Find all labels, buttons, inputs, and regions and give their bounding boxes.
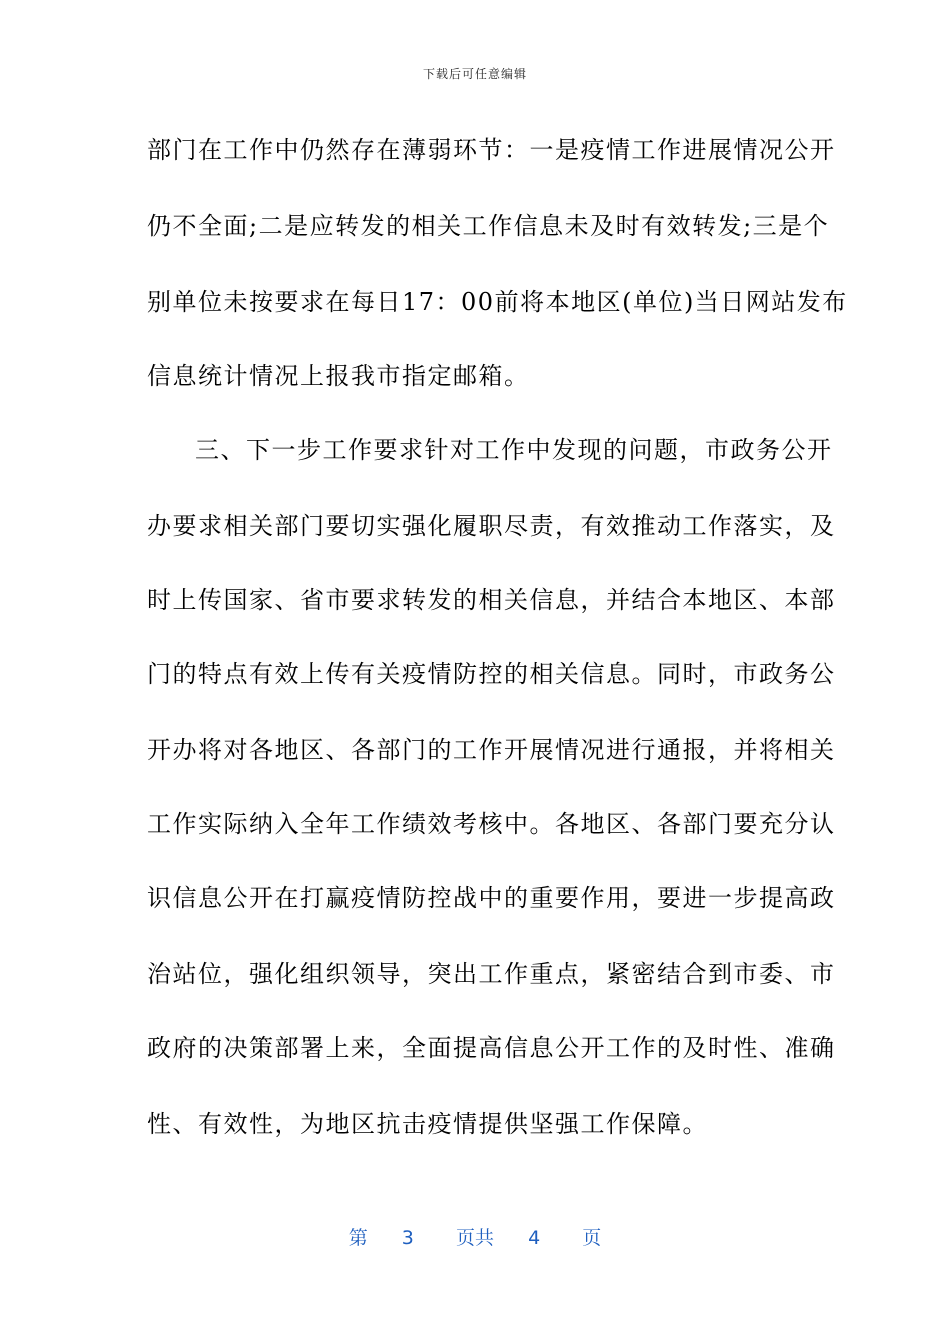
paragraph-line: 信息统计情况上报我市指定邮箱。 — [147, 362, 530, 390]
paragraph-line: 性、有效性，为地区抗击疫情提供坚强工作保障。 — [147, 1110, 708, 1138]
current-page-number: 3 — [401, 1227, 414, 1249]
paragraph-line: 时上传国家、省市要求转发的相关信息，并结合本地区、本部 — [147, 586, 836, 614]
page-middle-text: 页共 — [455, 1227, 494, 1249]
paragraph-line: 开办将对各地区、各部门的工作开展情况进行通报，并将相关 — [147, 736, 836, 764]
page-prefix: 第 — [348, 1227, 368, 1249]
paragraph-line: 政府的决策部署上来，全面提高信息公开工作的及时性、准确 — [147, 1034, 836, 1062]
paragraph-line: 别单位未按要求在每日17：00前将本地区(单位)当日网站发布 — [147, 288, 848, 316]
paragraph-line: 仍不全面;二是应转发的相关工作信息未及时有效转发;三是个 — [147, 212, 830, 240]
section-heading-line: 三、下一步工作要求针对工作中发现的问题，市政务公开 — [195, 436, 833, 464]
paragraph-line: 部门在工作中仍然存在薄弱环节：一是疫情工作进展情况公开 — [147, 136, 836, 164]
paragraph-line: 识信息公开在打赢疫情防控战中的重要作用，要进一步提高政 — [147, 884, 836, 912]
paragraph-line: 治站位，强化组织领导，突出工作重点，紧密结合到市委、市 — [147, 960, 836, 988]
paragraph-line: 办要求相关部门要切实强化履职尽责，有效推动工作落实，及 — [147, 512, 836, 540]
page-number-footer — [0, 1226, 950, 1250]
paragraph-line: 门的特点有效上传有关疫情防控的相关信息。同时，市政务公 — [147, 660, 836, 688]
page-suffix: 页 — [582, 1227, 602, 1249]
paragraph-line: 工作实际纳入全年工作绩效考核中。各地区、各部门要充分认 — [147, 810, 836, 838]
total-page-number: 4 — [528, 1227, 541, 1249]
page-header-note: 下载后可任意编辑 — [422, 67, 527, 81]
